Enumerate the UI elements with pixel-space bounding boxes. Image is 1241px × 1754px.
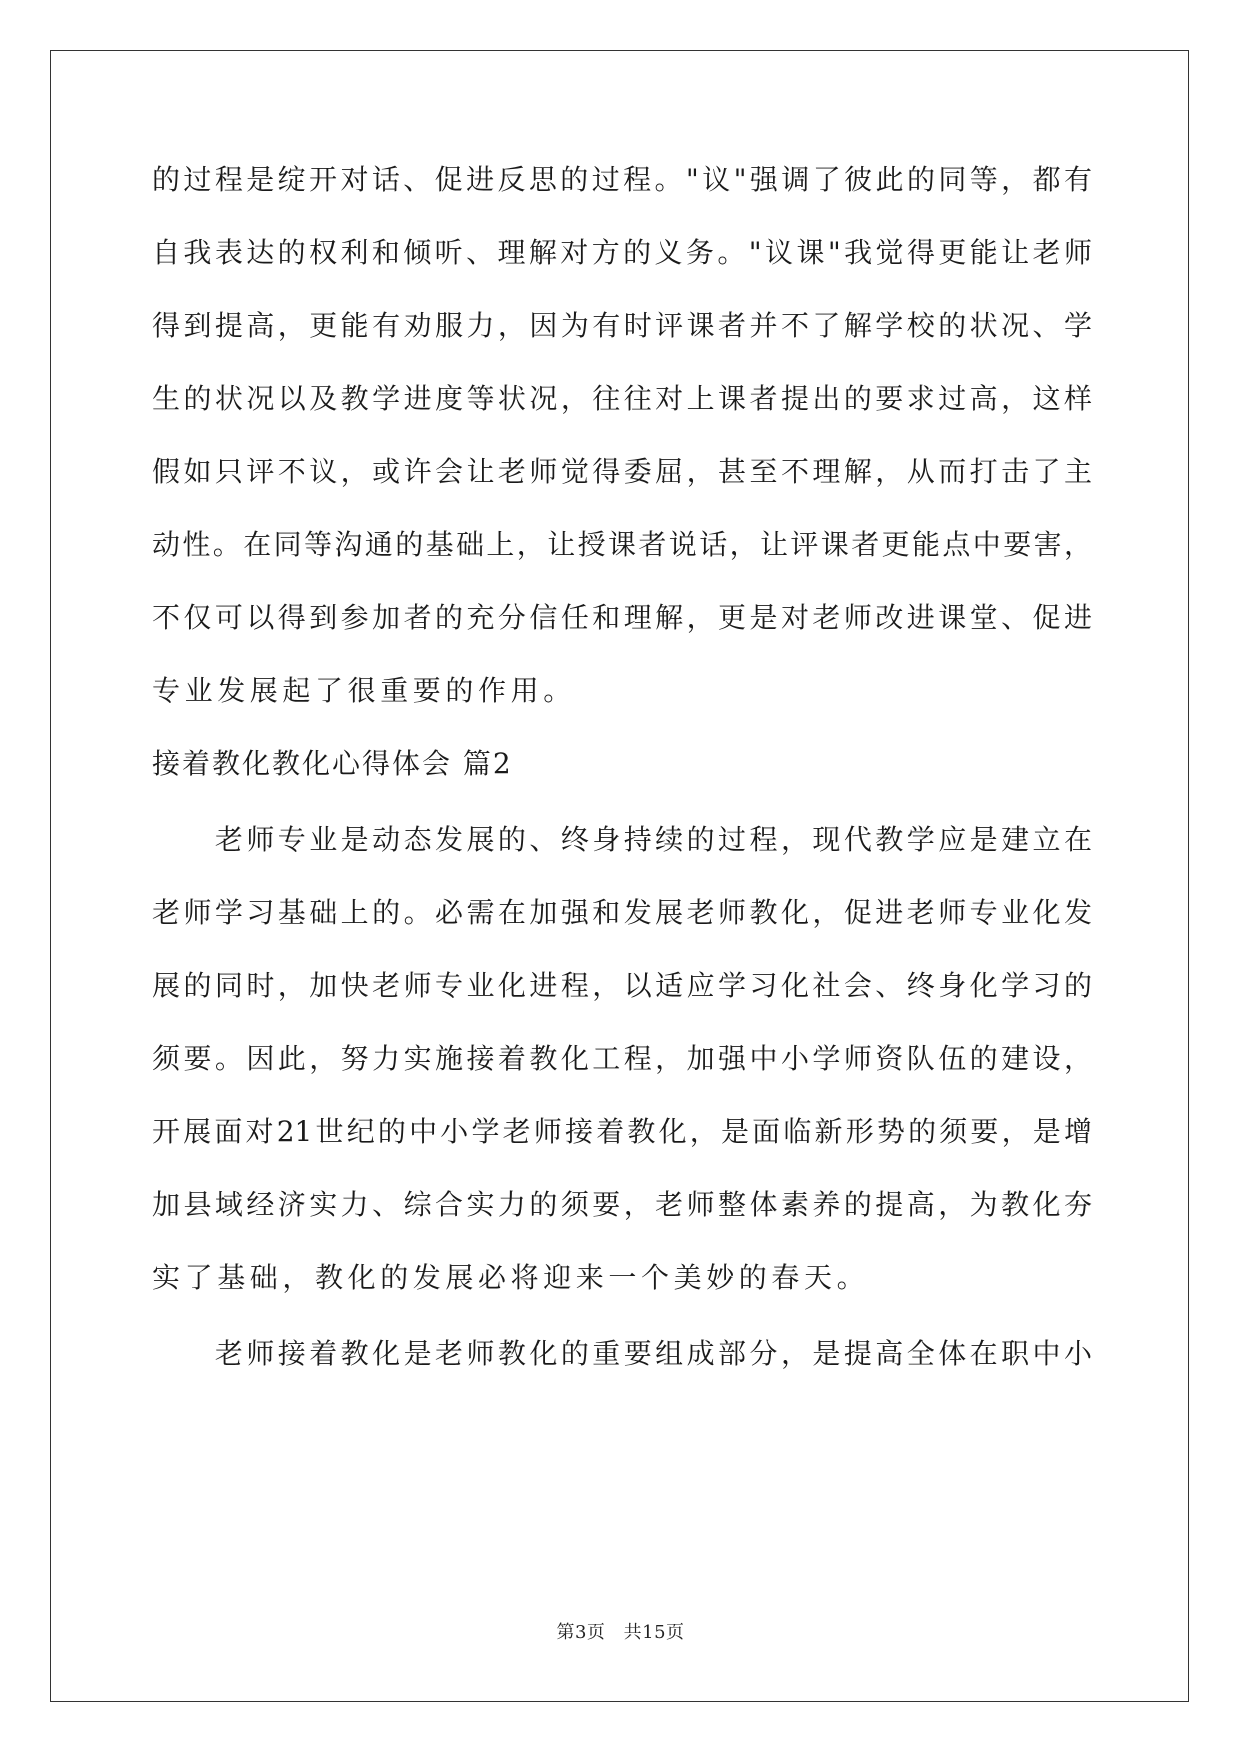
text-line-2: 自我表达的权利和倾听、理解对方的义务。"议课"我觉得更能让老师 xyxy=(152,236,1092,269)
page-border xyxy=(50,50,1189,1702)
text-line-4: 生的状况以及教学进度等状况，往往对上课者提出的要求过高，这样 xyxy=(152,382,1092,415)
text-line-14: 开展面对21世纪的中小学老师接着教化，是面临新形势的须要，是增 xyxy=(152,1115,1092,1148)
text-line-5: 假如只评不议，或许会让老师觉得委屈，甚至不理解，从而打击了主 xyxy=(152,455,1092,488)
text-line-12: 展的同时，加快老师专业化进程，以适应学习化社会、终身化学习的 xyxy=(152,969,1092,1002)
text-line-10: 老师专业是动态发展的、终身持续的过程，现代教学应是建立在 xyxy=(152,823,1092,856)
text-line-3: 得到提高，更能有劝服力，因为有时评课者并不了解学校的状况、学 xyxy=(152,309,1092,342)
text-line-15: 加县域经济实力、综合实力的须要，老师整体素养的提高，为教化夯 xyxy=(152,1188,1092,1221)
text-line-7: 不仅可以得到参加者的充分信任和理解，更是对老师改进课堂、促进 xyxy=(152,601,1092,634)
page-number: 第3页 xyxy=(556,1622,606,1643)
text-line-17: 老师接着教化是老师教化的重要组成部分，是提高全体在职中小 xyxy=(152,1337,1092,1370)
section-heading: 接着教化教化心得体会 篇2 xyxy=(152,747,513,780)
text-line-8: 专业发展起了很重要的作用。 xyxy=(152,674,576,707)
page-footer xyxy=(0,1618,1241,1644)
page-total: 共15页 xyxy=(623,1622,685,1643)
text-line-11: 老师学习基础上的。必需在加强和发展老师教化，促进老师专业化发 xyxy=(152,896,1092,929)
text-line-1: 的过程是绽开对话、促进反思的过程。"议"强调了彼此的同等，都有 xyxy=(152,163,1092,196)
text-line-13: 须要。因此，努力实施接着教化工程，加强中小学师资队伍的建设， xyxy=(152,1042,1092,1075)
text-line-16: 实了基础，教化的发展必将迎来一个美妙的春天。 xyxy=(152,1261,870,1294)
text-line-6: 动性。在同等沟通的基础上，让授课者说话，让评课者更能点中要害， xyxy=(152,528,1092,561)
